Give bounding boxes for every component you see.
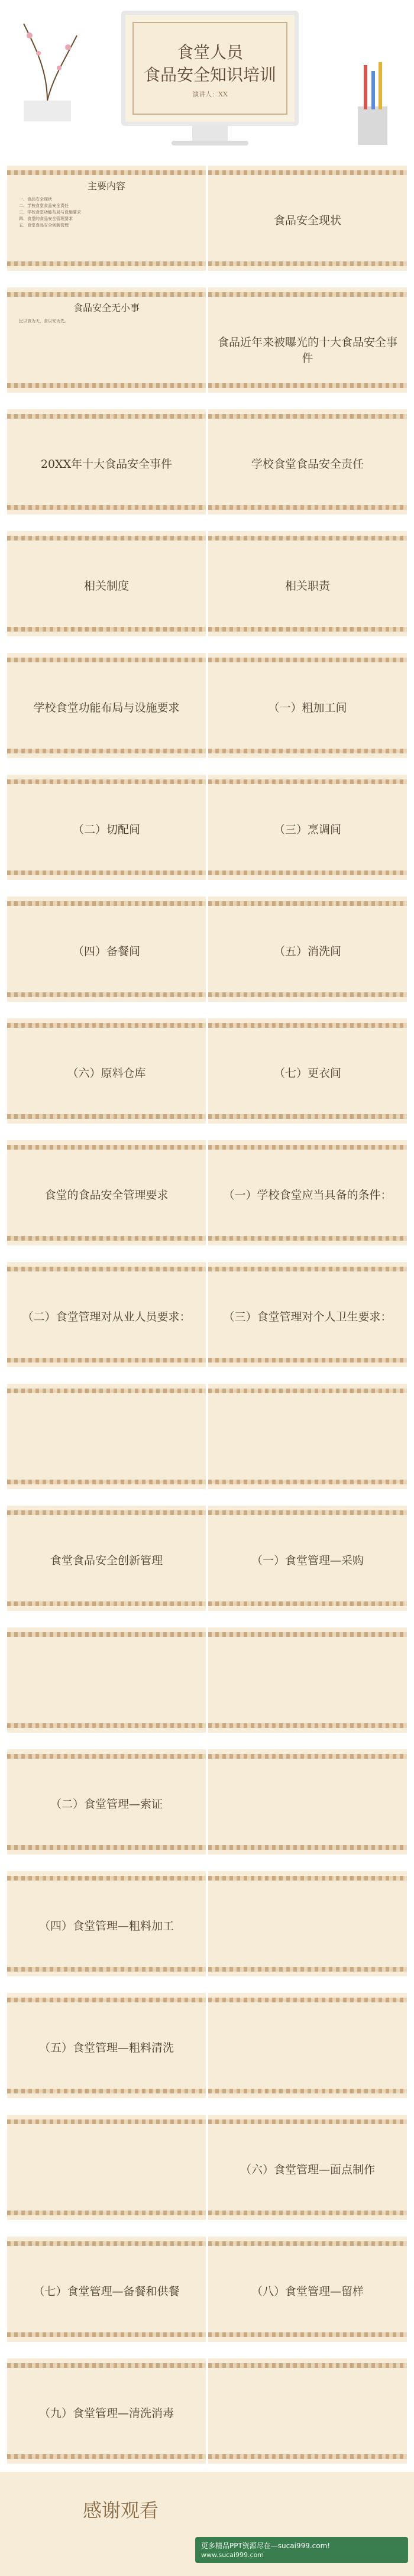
content-slide: [208, 1506, 407, 1611]
slide-body: 一、食品安全现状 二、学校食堂食品安全责任 三、学校食堂功能布局与设施要求 四、食堂的食品安全管理要求 五、食堂食品安全创新管理: [19, 197, 81, 228]
content-slide: [7, 287, 206, 393]
content-slide: [208, 1140, 407, 1245]
content-slide: [7, 2237, 206, 2342]
content-slide: [208, 653, 407, 758]
monitor-frame: [121, 11, 299, 126]
content-slide: [208, 2237, 407, 2342]
slide-body: 民以食为天，食以安为先。: [19, 319, 69, 323]
slide-title: （八）食堂管理—留样: [251, 2285, 364, 2298]
title-slide: [0, 0, 414, 160]
slide-title: （三）烹调间: [273, 823, 341, 836]
content-slide: [208, 897, 407, 1002]
content-slide: [208, 1018, 407, 1124]
content-slide: [7, 2115, 206, 2220]
slide-title: （一）粗加工间: [268, 701, 347, 714]
slide-title: （一）食堂管理—采购: [251, 1554, 364, 1567]
slide-title: 学校食堂食品安全责任: [251, 458, 364, 471]
promo-banner[interactable]: [195, 2537, 408, 2563]
slide-title: （五）食堂管理—粗料清洗: [38, 2041, 174, 2054]
slide-title: 食品安全无小事: [73, 302, 140, 313]
content-slide: [208, 2358, 407, 2464]
content-slide: [7, 1627, 206, 1733]
content-slide: [7, 775, 206, 880]
content-slide: [208, 775, 407, 880]
slide-title: （二）食堂管理—索证: [50, 1798, 163, 1811]
content-slide: [7, 166, 206, 271]
slide-title: （三）食堂管理对个人卫生要求：: [223, 1310, 392, 1323]
monitor-base: [172, 141, 248, 145]
slide-title: （五）消洗间: [273, 945, 341, 958]
slide-title: （二）食堂管理对从业人员要求：: [22, 1310, 191, 1323]
slide-title: 20XX年十大食品安全事件: [40, 458, 173, 471]
slide-title: （四）备餐间: [72, 945, 140, 958]
content-slide: [7, 1384, 206, 1489]
slide-title: （六）原料仓库: [67, 1067, 146, 1080]
content-slide: [7, 1140, 206, 1245]
content-slide: [7, 1749, 206, 1855]
content-slide: [7, 2358, 206, 2464]
content-slide: [208, 1749, 407, 1855]
content-slide: [208, 287, 407, 393]
content-slide: [7, 1262, 206, 1367]
presenter-label: 演讲人：XX: [192, 90, 228, 98]
slide-title: （一）学校食堂应当具备的条件：: [223, 1189, 392, 1202]
promo-url: www.sucai999.com: [201, 2551, 264, 2559]
title-line-2: 食品安全知识培训: [143, 65, 276, 85]
slide-title: （二）切配间: [72, 823, 140, 836]
content-slide: [208, 1871, 407, 1976]
slide-title: 食堂食品安全创新管理: [50, 1554, 163, 1567]
promo-text: 更多精品PPT资源尽在—sucai999.com!: [201, 2542, 331, 2550]
pencil-cup-decoration: [343, 59, 402, 148]
slide-title: 相关职责: [284, 580, 330, 593]
slide-title: （七）更衣间: [273, 1067, 341, 1080]
slide-title: 食品安全现状: [273, 214, 341, 227]
content-slide: [208, 1993, 407, 2098]
slide-title: （九）食堂管理—清洗消毒: [38, 2407, 174, 2420]
content-slide: [7, 1506, 206, 1611]
slide-title: （六）食堂管理—面点制作: [240, 2163, 375, 2176]
content-slide: [7, 1018, 206, 1124]
closing-slide: [0, 2472, 414, 2576]
content-slide: [208, 531, 407, 636]
slide-title: 学校食堂功能布局与设施要求: [33, 701, 180, 714]
content-slide: [7, 653, 206, 758]
slide-title: 食品近年来被曝光的十大食品安全事件: [217, 336, 397, 365]
content-slide: [208, 1262, 407, 1367]
slide-title: （七）食堂管理—备餐和供餐: [33, 2285, 180, 2298]
content-slide: [208, 409, 407, 514]
content-slide: [208, 2115, 407, 2220]
slide-title: 食堂的食品安全管理要求: [44, 1189, 169, 1202]
slide-title: 主要内容: [87, 180, 125, 192]
content-slide: [208, 1384, 407, 1489]
slide-title: （四）食堂管理—粗料加工: [38, 1920, 174, 1933]
content-slide: [7, 1871, 206, 1976]
content-slide: [208, 166, 407, 271]
slide-title: 相关制度: [83, 580, 129, 593]
content-slide: [208, 1627, 407, 1733]
content-slide: [7, 409, 206, 514]
plum-blossom-decoration: [12, 12, 83, 124]
thanks-text: 感谢观看: [83, 2499, 159, 2522]
title-line-1: 食堂人员: [176, 43, 243, 62]
content-slide: [7, 1993, 206, 2098]
content-slide: [7, 531, 206, 636]
content-slide: [7, 897, 206, 1002]
